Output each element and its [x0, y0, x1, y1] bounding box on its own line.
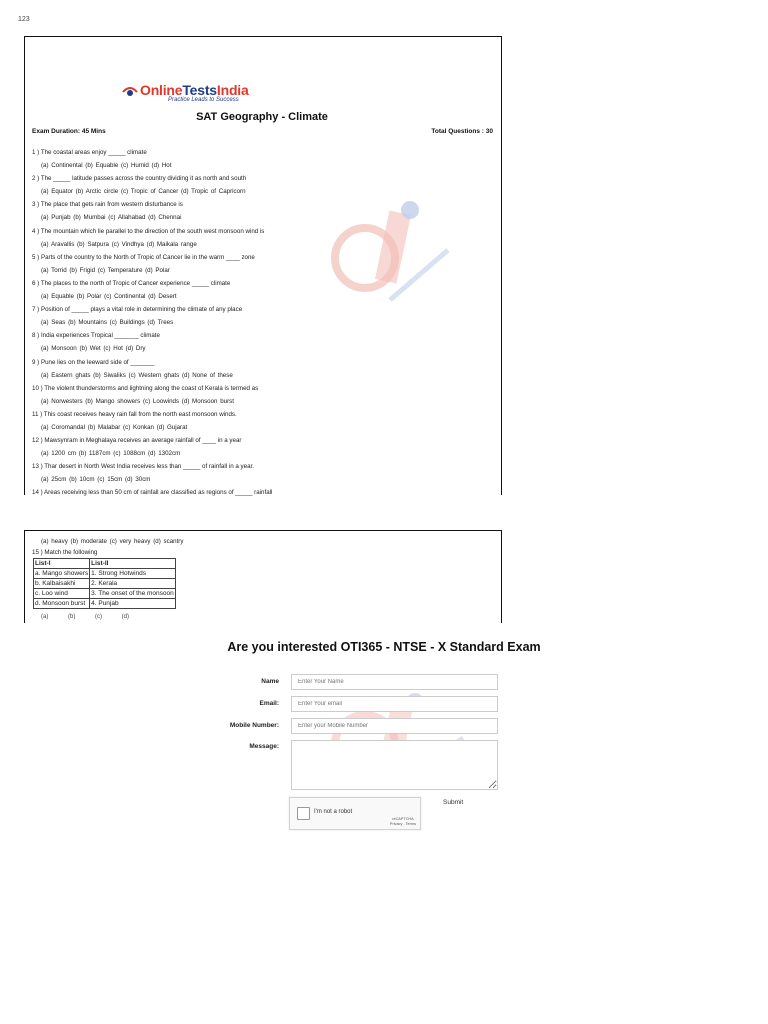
table-header-cell: List-II — [90, 559, 176, 569]
question: 2 ) The _____ latitude passes across the country dividing it as north and south — [32, 175, 247, 183]
question-options: (a) Coromandal (b) Malabar (c) Konkan (d) Gujarat — [41, 423, 188, 431]
table-row — [34, 579, 176, 589]
table-row — [34, 569, 176, 579]
question-options: (a) heavy (b) moderate (c) very heavy (d) scantry — [41, 538, 184, 545]
question: 15 ) Match the following — [32, 549, 98, 556]
table-header-cell: List-I — [34, 559, 90, 569]
question: 11 ) This coast receives heavy rain fall from the north east monsoon winds. — [32, 410, 237, 418]
question: 9 ) Pune lies on the leeward side of _______ — [32, 358, 155, 366]
table-cell: 2. Kerala — [90, 579, 176, 589]
question: 10 ) The violent thunderstorms and lightning along the coast of Kerala is termed as — [32, 384, 259, 392]
table-row — [34, 589, 176, 599]
question-options: (a) 1200 cm (b) 1187cm (c) 1088cm (d) 1302cm — [41, 450, 181, 458]
question-options: (a) Seas (b) Mountains (c) Buildings (d) Trees — [41, 319, 174, 327]
logo-tagline: Practice Leads to Success — [168, 97, 239, 103]
question-list — [32, 146, 492, 500]
table-cell: 3. The onset of the monsoon — [91, 590, 174, 597]
submit-button[interactable]: Submit — [443, 799, 464, 806]
mobile-input[interactable] — [291, 718, 498, 734]
question-options: (a) Punjab (b) Mumbai (c) Allahabad (d) Chennai — [41, 214, 182, 222]
question: 6 ) The places to the north of Tropic of Cancer experience _____ climate — [32, 279, 231, 287]
question-options: (a) Continental (b) Equable (c) Humid (d) Hot — [41, 162, 172, 170]
message-label: Message: — [249, 743, 279, 750]
name-input[interactable] — [291, 674, 498, 690]
match-table — [33, 558, 176, 609]
logo-wordmark: OnlineTestsIndia — [140, 82, 249, 98]
exam-duration: Exam Duration: 45 Mins — [32, 128, 106, 135]
question-options: (a) Norwesters (b) Mango showers (c) Loowinds (d) Monsoon burst — [41, 397, 234, 405]
table-cell: c. Loo wind — [34, 589, 90, 599]
email-input[interactable] — [291, 696, 498, 712]
table-cell: b. Kalbaisakhi — [34, 579, 90, 589]
table-cell: d. Monsoon burst — [34, 599, 90, 609]
question-options: (a) Eastern ghats (b) Siwaliks (c) Western ghats (d) None of these — [41, 371, 233, 379]
question-options: (a) Equator (b) Arctic circle (c) Tropic of Cancer (d) Tropic of Capricorn — [41, 188, 246, 196]
table-cell: a. Mango showers — [35, 570, 89, 577]
question-options: (a) 25cm (b) 10cm (c) 15cm (d) 30cm — [41, 476, 151, 484]
question: 5 ) Parts of the country to the North of Tropic of Cancer lie in the warm ____ zone — [32, 253, 255, 261]
question: 7 ) Position of _____ plays a vital role in determining the climate of any place — [32, 306, 243, 314]
name-label: Name — [261, 678, 279, 685]
form-title: Are you interested OTI365 - NTSE - X Standard Exam — [227, 640, 541, 654]
table-cell: 1. Strong Hotwinds — [90, 569, 176, 579]
question-options: (a) Aravallis (b) Satpura (c) Vindhya (d) Maikala range — [41, 240, 197, 248]
question: 12 ) Mawsynram in Meghalaya receives an average rainfall of ____ in a year — [32, 437, 242, 445]
exam-title: SAT Geography - Climate — [196, 111, 328, 123]
total-questions: Total Questions : 30 — [431, 128, 493, 135]
question-options: (a) Monsoon (b) Wet (c) Hot (d) Dry — [41, 345, 146, 353]
question: 14 ) Areas receiving less than 50 cm of rainfall are classified as regions of _____ rainfall — [32, 489, 273, 497]
question: 4 ) The mountain which lie parallel to the direction of the south west monsoon wind is — [32, 227, 265, 235]
mobile-label: Mobile Number: — [229, 722, 279, 729]
recaptcha-brand-text: reCAPTCHA — [392, 817, 414, 821]
logo-icon — [121, 84, 139, 98]
email-label: Email: — [259, 700, 279, 707]
question-options: (a) Equable (b) Polar (c) Continental (d) Desert — [41, 293, 177, 301]
recaptcha-links[interactable]: Privacy - Terms — [389, 822, 416, 826]
message-textarea[interactable] — [291, 740, 498, 790]
question: 13 ) Thar desert in North West India receives less than _____ of rainfall in a year. — [32, 463, 254, 471]
question: 1 ) The coastal areas enjoy _____ climate — [32, 149, 147, 156]
table-cell: 4. Punjab — [90, 599, 176, 609]
recaptcha-checkbox[interactable] — [297, 807, 310, 820]
recaptcha-brand — [390, 817, 416, 827]
question-options: (a) Torrid (b) Frigid (c) Temperature (d) Polar — [41, 266, 170, 274]
question-continued — [32, 536, 183, 558]
table-header-row — [34, 559, 176, 569]
table-row — [34, 599, 176, 609]
recaptcha-widget — [289, 797, 421, 830]
question: 8 ) India experiences Tropical _______ climate — [32, 332, 160, 340]
recaptcha-label: I'm not a robot — [314, 809, 353, 815]
question: 3 ) The place that gets rain from western disturbance is — [32, 201, 183, 209]
page-number: 123 — [18, 16, 30, 23]
question-options-cut: (a) (b) (c) (d) — [41, 614, 129, 620]
